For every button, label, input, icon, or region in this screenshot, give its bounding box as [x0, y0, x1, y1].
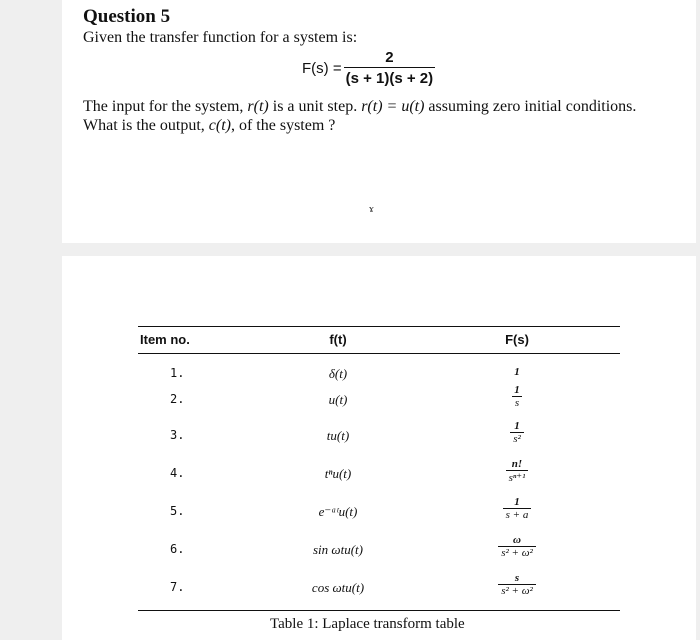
laplace-transform — [458, 534, 576, 559]
laplace-table-card — [62, 256, 696, 640]
transform-numerator: s — [514, 572, 520, 584]
transform-denominator: sⁿ⁺¹ — [506, 470, 529, 484]
transfer-function-formula — [302, 44, 435, 92]
laplace-transform — [458, 496, 576, 521]
time-function: sin ωtu(t) — [313, 542, 363, 557]
laplace-transform — [458, 384, 576, 409]
item-number: 7. — [170, 580, 185, 594]
header-Fs: F(s) — [505, 332, 529, 347]
laplace-transform — [458, 366, 576, 378]
header-ft: f(t) — [329, 332, 347, 347]
time-function: δ(t) — [328, 366, 348, 381]
table-row — [138, 420, 620, 460]
table-row — [138, 534, 620, 574]
transform-numerator: 1 — [514, 420, 520, 432]
laplace-transform — [458, 572, 576, 597]
transform-numerator: 1 — [514, 366, 520, 378]
item-number: 4. — [170, 466, 185, 480]
text-segment: assuming zero initial conditions. — [424, 98, 637, 115]
transform-fraction — [511, 366, 523, 378]
transform-numerator: 1 — [514, 496, 520, 508]
transform-denominator: s² — [510, 432, 524, 445]
table-caption: Table 1: Laplace transform table — [270, 616, 465, 632]
time-function: u(t) — [328, 392, 348, 407]
item-number: 1. — [170, 366, 185, 380]
formula-lhs: F(s) = — [302, 59, 342, 77]
table-row — [138, 572, 620, 612]
text-segment: , of the system ? — [230, 117, 336, 134]
formula-fraction — [344, 49, 436, 87]
laplace-transform — [458, 420, 576, 445]
formula-numerator: 2 — [385, 49, 394, 66]
transform-denominator: s — [512, 396, 522, 409]
transform-fraction — [498, 534, 536, 559]
question-output-line — [83, 117, 335, 135]
time-function: tⁿu(t) — [324, 466, 352, 481]
text-segment: The input for the system, — [83, 98, 248, 115]
transform-fraction — [511, 384, 523, 409]
item-number: 6. — [170, 542, 185, 556]
time-function: tu(t) — [326, 428, 350, 443]
transform-numerator: 1 — [514, 384, 520, 396]
time-function: e⁻ᵃᵗu(t) — [318, 504, 358, 519]
question-title: Question 5 — [83, 6, 171, 27]
text-segment: What is the output, — [83, 117, 209, 134]
transform-denominator: s² + ω² — [498, 546, 536, 559]
input-symbol: r(t) — [247, 98, 269, 115]
transform-denominator: s² + ω² — [498, 584, 536, 597]
question-card — [62, 0, 696, 243]
transform-numerator: n! — [511, 458, 523, 470]
transform-denominator: s + a — [503, 508, 532, 521]
question-input-line — [83, 98, 636, 116]
transform-fraction — [510, 420, 524, 445]
table-header-rule — [138, 353, 620, 354]
transform-fraction — [506, 458, 529, 484]
transform-fraction — [498, 572, 536, 597]
mouse-cursor-icon: ɤ — [369, 203, 374, 215]
table-top-rule — [138, 326, 620, 327]
time-function: cos ωtu(t) — [311, 580, 365, 595]
input-equation: r(t) = u(t) — [361, 98, 425, 115]
text-segment: is a unit step. — [268, 98, 362, 115]
table-row — [138, 384, 620, 424]
laplace-transform — [458, 458, 576, 484]
transform-fraction — [503, 496, 532, 521]
transform-numerator: ω — [513, 534, 521, 546]
table-row — [138, 496, 620, 536]
item-number: 5. — [170, 504, 185, 518]
question-intro: Given the transfer function for a system is: — [83, 29, 358, 46]
formula-denominator: (s + 1)(s + 2) — [344, 67, 436, 87]
item-number: 3. — [170, 428, 185, 442]
header-item-no: Item no. — [140, 332, 190, 347]
output-symbol: c(t) — [208, 117, 231, 134]
item-number: 2. — [170, 392, 185, 406]
table-row — [138, 458, 620, 498]
table-bottom-rule — [138, 610, 620, 611]
